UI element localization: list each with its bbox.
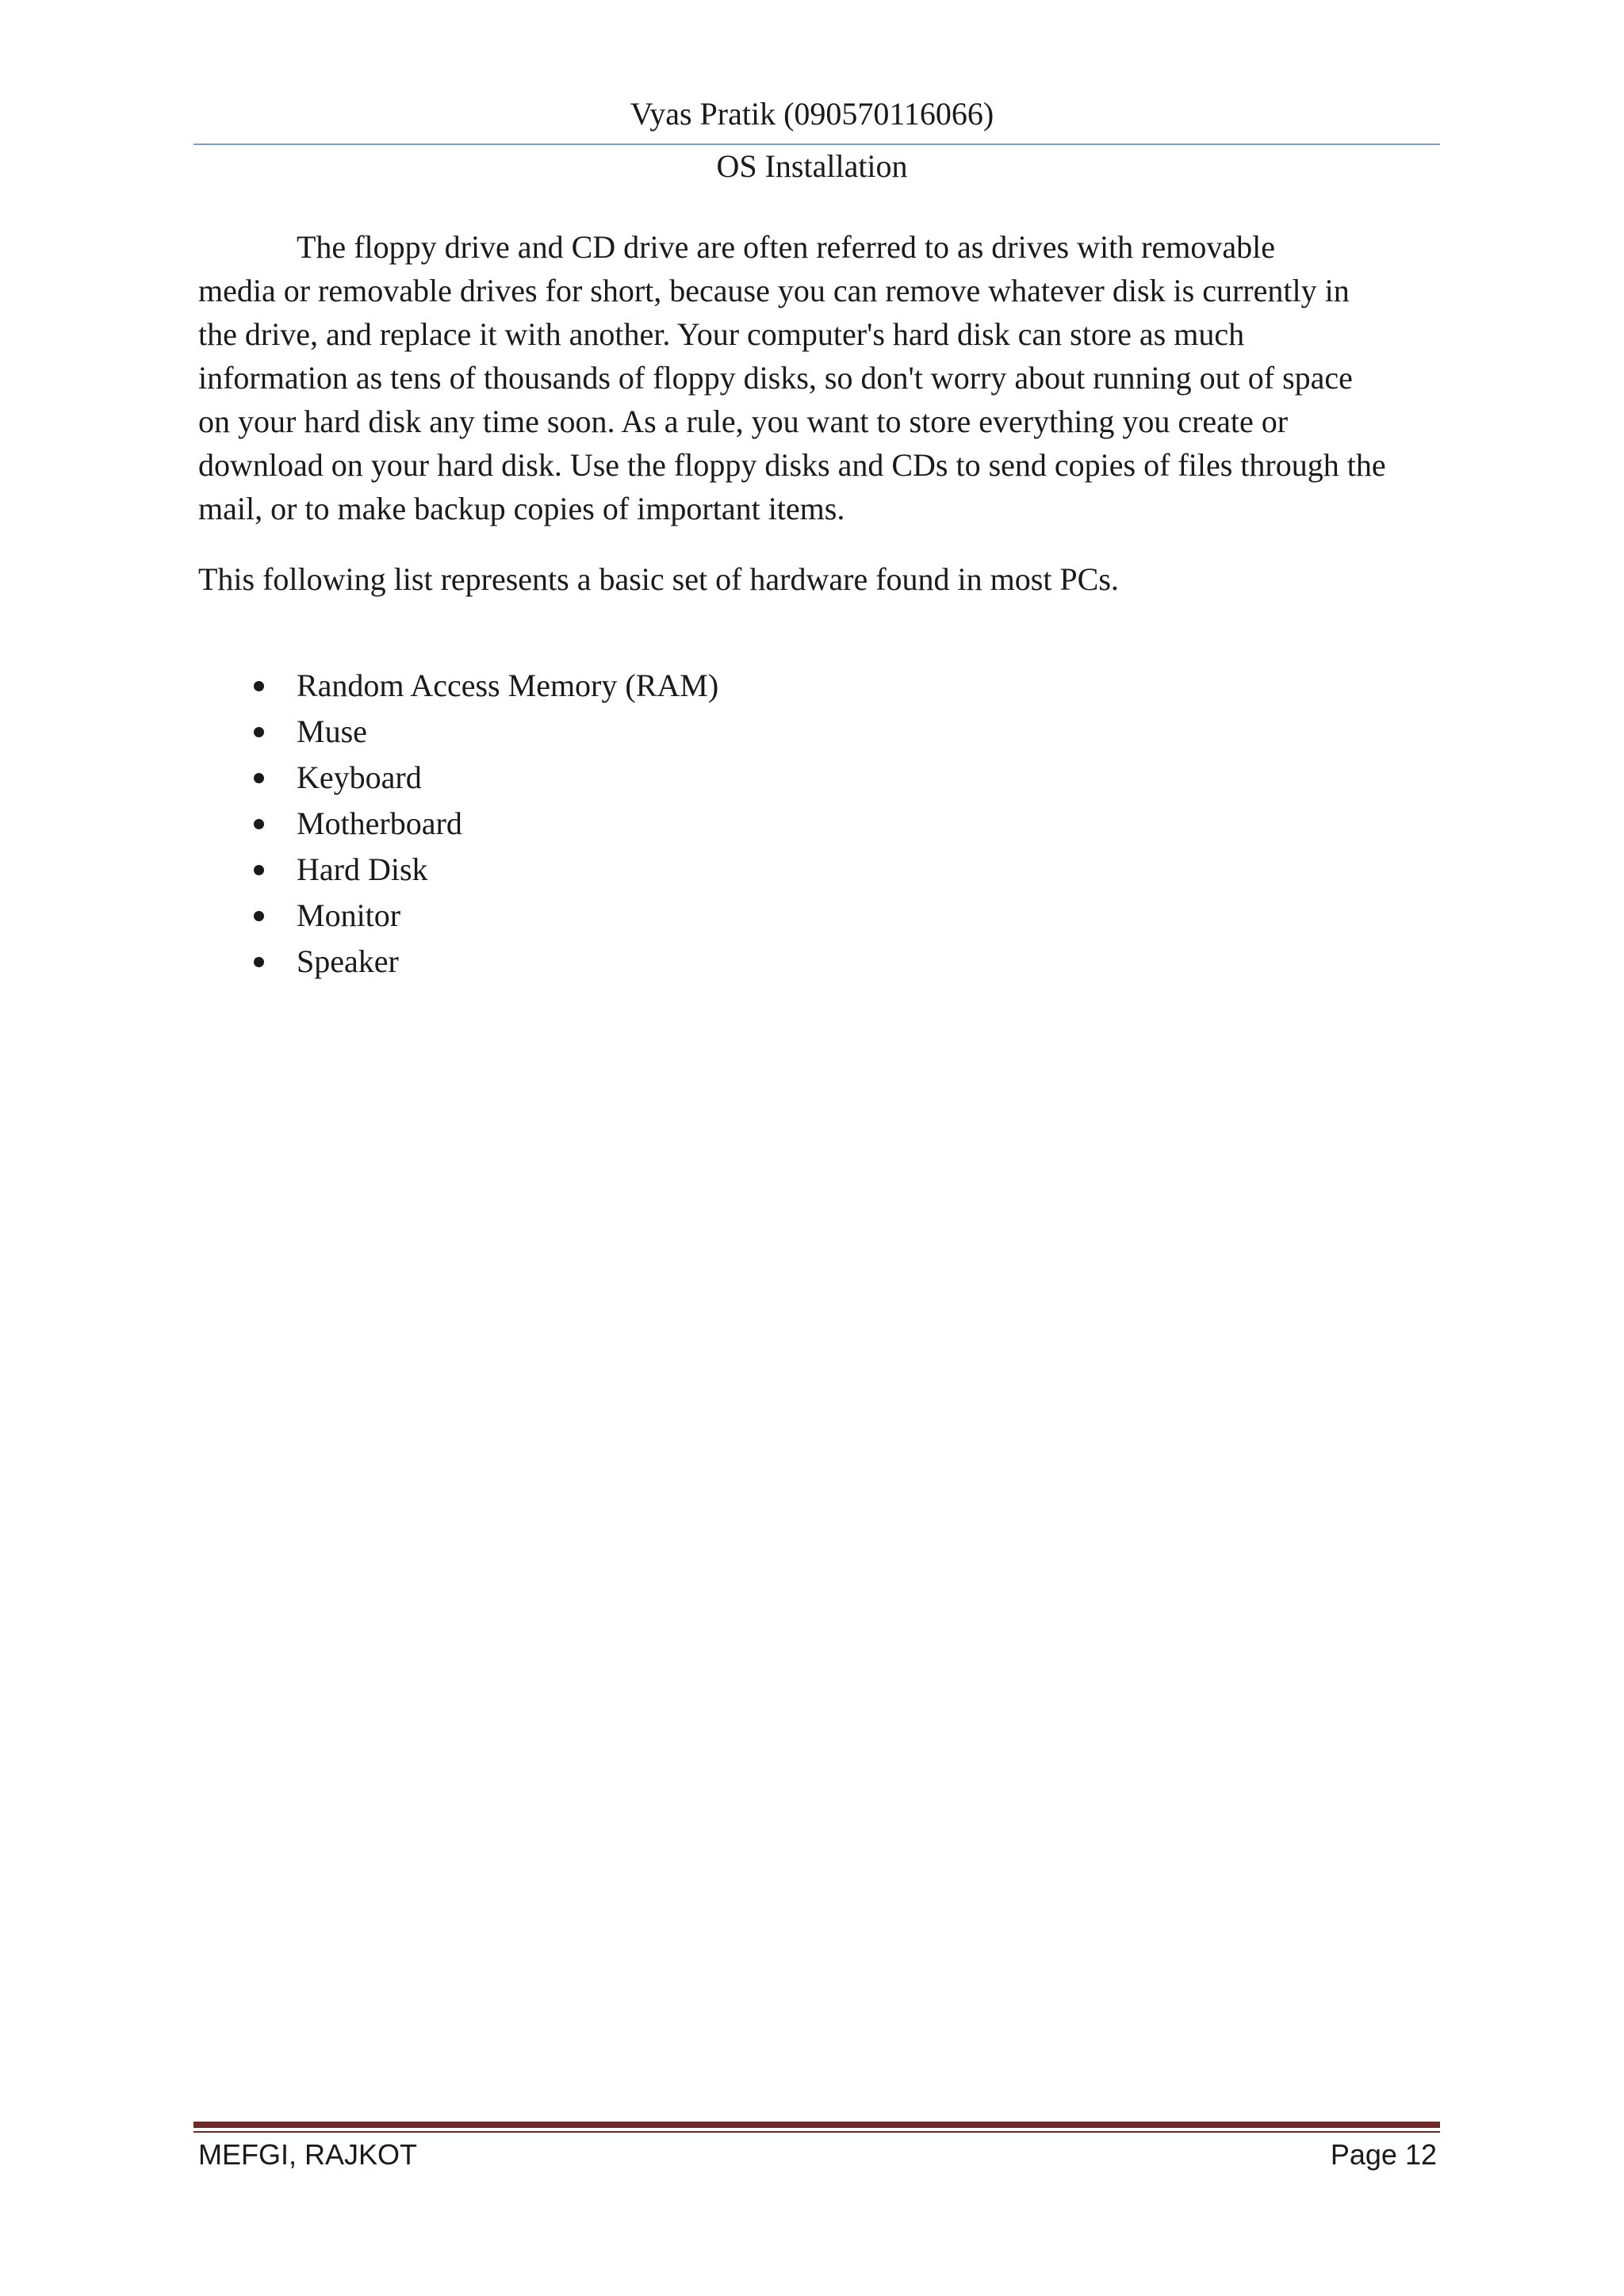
paragraph-line: on your hard disk any time soon. As a rule, you want to store everything you create or bbox=[198, 404, 1289, 439]
header-author: Vyas Pratik (090570116066) bbox=[630, 96, 994, 132]
footer-divider-thick bbox=[193, 2122, 1440, 2128]
header-title: OS Installation bbox=[716, 148, 908, 184]
paragraph-line: media or removable drives for short, because you can remove whatever disk is currently in bbox=[198, 273, 1350, 308]
header-divider bbox=[193, 144, 1440, 145]
list-item-label: Random Access Memory (RAM) bbox=[297, 668, 719, 703]
paragraph-line: download on your hard disk. Use the floppy disks and CDs to send copies of files through the bbox=[198, 447, 1386, 483]
list-item bbox=[198, 801, 718, 847]
paragraph-line: mail, or to make backup copies of important items. bbox=[198, 491, 845, 526]
paragraph-line: The floppy drive and CD drive are often referred to as drives with removable bbox=[297, 229, 1275, 265]
bullet-icon bbox=[254, 819, 264, 829]
list-intro: This following list represents a basic set of hardware found in most PCs. bbox=[198, 561, 1119, 597]
bullet-icon bbox=[254, 957, 264, 967]
body-paragraph bbox=[198, 225, 1443, 530]
footer-institution: MEFGI, RAJKOT bbox=[198, 2138, 418, 2171]
bullet-icon bbox=[254, 727, 264, 737]
footer-divider-thin bbox=[193, 2131, 1440, 2133]
hardware-list bbox=[198, 663, 718, 985]
bullet-icon bbox=[254, 865, 264, 875]
list-item bbox=[198, 663, 718, 709]
list-item-label: Keyboard bbox=[297, 760, 422, 795]
list-item bbox=[198, 709, 718, 755]
list-item-label: Monitor bbox=[297, 897, 401, 933]
list-item bbox=[198, 893, 718, 939]
list-item-label: Speaker bbox=[297, 943, 399, 979]
list-item-label: Hard Disk bbox=[297, 851, 428, 887]
bullet-icon bbox=[254, 773, 264, 783]
list-item-label: Motherboard bbox=[297, 806, 462, 841]
page-number: Page 12 bbox=[1330, 2138, 1437, 2171]
list-item bbox=[198, 939, 718, 985]
list-item-label: Muse bbox=[297, 714, 367, 749]
paragraph-line: the drive, and replace it with another. Your computer's hard disk can store as much bbox=[198, 316, 1245, 352]
bullet-icon bbox=[254, 681, 264, 691]
bullet-icon bbox=[254, 911, 264, 921]
paragraph-line: information as tens of thousands of floppy disks, so don't worry about running out of space bbox=[198, 360, 1353, 396]
list-item bbox=[198, 755, 718, 801]
list-item bbox=[198, 847, 718, 893]
